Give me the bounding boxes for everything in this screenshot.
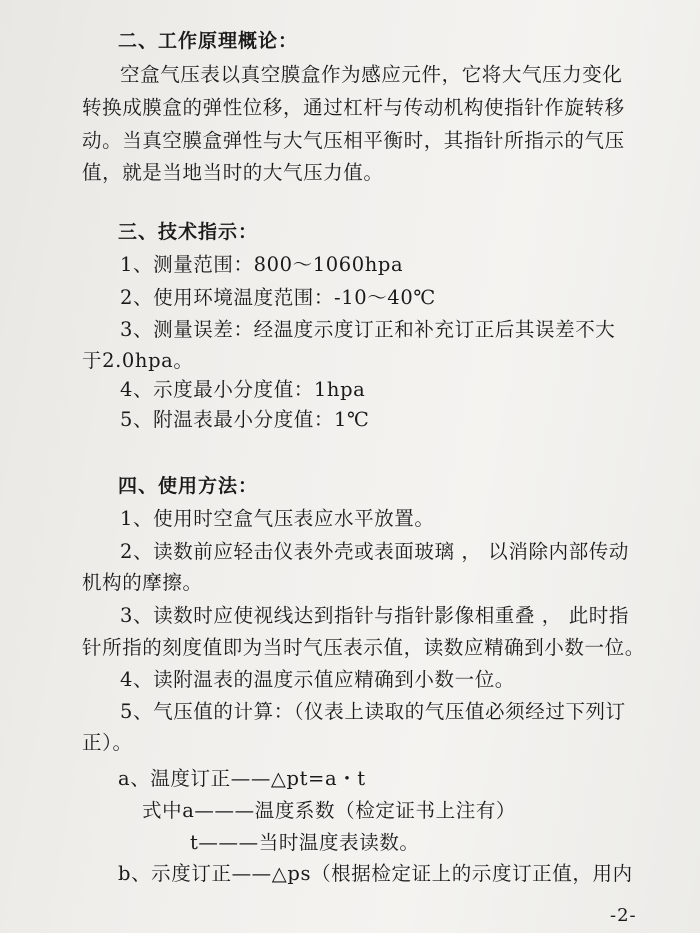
usage-item: 5、气压值的计算：（仪表上读取的气压值必须经过下列订 (120, 700, 626, 723)
formula-line: a、温度订正——△pt=a・t (118, 767, 366, 790)
usage-item: 2、读数前应轻击仪表外壳或表面玻璃 ， 以消除内部传动 (120, 540, 630, 563)
spec-item-continued: 于2.0hpa。 (82, 349, 194, 372)
spec-item: 3、测量误差：经温度示度订正和补充订正后其误差不大 (120, 318, 616, 341)
section-heading-technical-specs: 三、技术指示： (118, 221, 259, 243)
formula-line: b、示度订正——△ps（根据检定证上的示度订正值，用内 (118, 862, 633, 885)
formula-line: t———当时温度表读数。 (190, 831, 420, 854)
paragraph-line: 动。当真空膜盒弹性与大气压相平衡时，其指针所指示的气压 (82, 129, 625, 152)
spec-item: 2、使用环境温度范围：-10～40℃ (120, 286, 436, 309)
paragraph-line: 空盒气压表以真空膜盒作为感应元件，它将大气压力变化 (120, 63, 623, 86)
paragraph-line: 转换成膜盒的弹性位移，通过杠杆与传动机构使指针作旋转移 (82, 96, 625, 119)
spec-item: 4、示度最小分度值：1hpa (120, 378, 366, 401)
page-number: -2- (610, 905, 637, 926)
spec-item: 1、测量范围：800～1060hpa (120, 253, 404, 276)
spec-item: 5、附温表最小分度值：1℃ (120, 408, 370, 431)
paragraph-line: 值，就是当地当时的大气压力值。 (82, 161, 384, 184)
usage-item-continued: 针所指的刻度值即为当时气压表示值，读数应精确到小数一位。 (82, 636, 645, 659)
formula-line: 式中a———温度系数（检定证书上注有） (142, 799, 517, 822)
usage-item: 4、读附温表的温度示值应精确到小数一位。 (120, 668, 515, 691)
section-heading-usage: 四、使用方法： (118, 475, 259, 497)
section-heading-working-principle: 二、工作原理概论： (118, 30, 299, 52)
usage-item-continued: 机构的摩擦。 (82, 571, 203, 594)
usage-item: 1、使用时空盒气压表应水平放置。 (120, 507, 435, 530)
usage-item: 3、读数时应使视线达到指针与指针影像相重叠 ， 此时指 (120, 604, 630, 627)
usage-item-continued: 正）。 (82, 731, 133, 754)
